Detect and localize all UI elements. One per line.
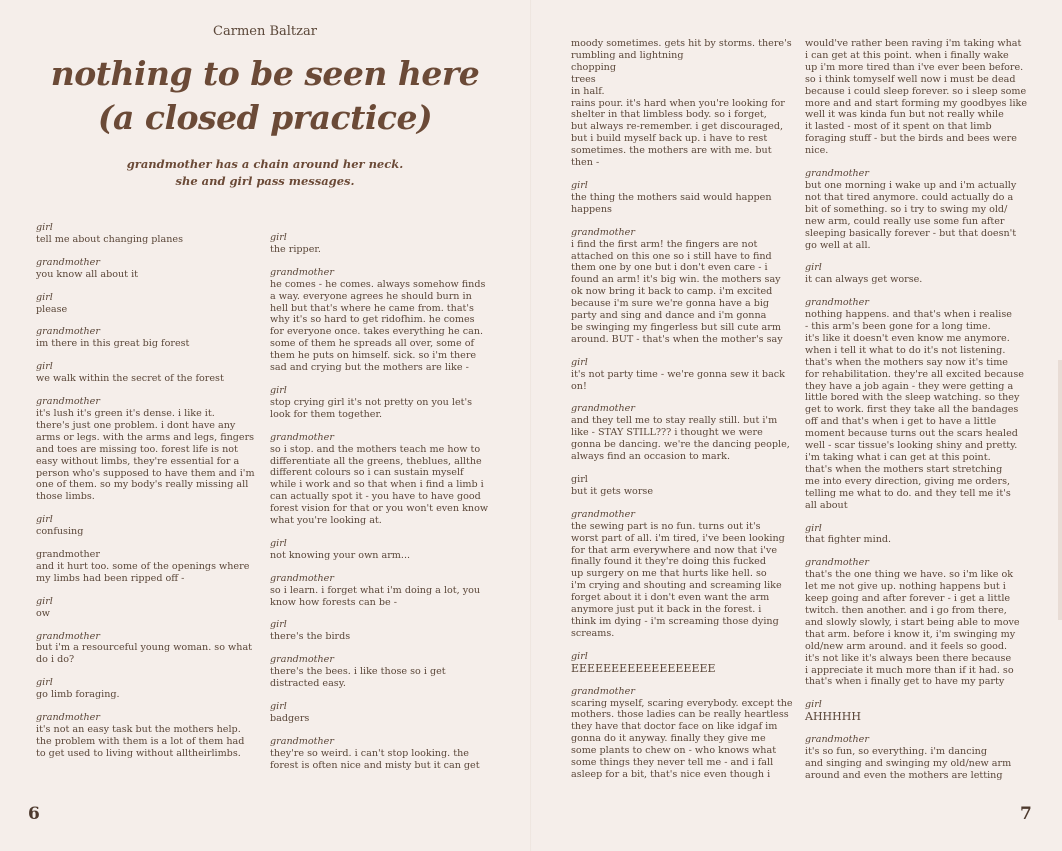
intro-line: she and girl pass messages. [175, 174, 355, 188]
speaker-label: girl [571, 474, 588, 485]
dialogue-line: those limbs. [36, 491, 95, 503]
dialogue-line: little bored with the sleep watching. so they [805, 392, 1020, 404]
speaker-label: girl [36, 514, 53, 526]
dialogue-line: trees [571, 73, 596, 85]
text-column-1 [36, 222, 268, 771]
dialogue-line: be swinging my fingerless but sill cute arm [571, 321, 781, 333]
dialogue-line: the thing the mothers said would happen [571, 191, 772, 203]
dialogue-entry [36, 631, 268, 667]
dialogue-line: do i do? [36, 654, 75, 666]
dialogue-entry [805, 699, 1035, 723]
dialogue-entry [571, 686, 797, 781]
dialogue-entry [36, 596, 268, 620]
dialogue-line: but i'm a resourceful young woman. so what [36, 642, 253, 654]
dialogue-line: forest vision for that or you won't even know [270, 503, 489, 515]
dialogue-line: stop crying girl it's not pretty on you let's [270, 396, 473, 408]
dialogue-line: the ripper. [270, 243, 321, 255]
speaker-label: girl [36, 677, 53, 689]
speaker-label: girl [805, 262, 822, 274]
speaker-label: girl [270, 537, 287, 549]
dialogue-line: gonna do it anyway. finally they give me [571, 733, 766, 745]
dialogue-line: let me not give up. nothing happens but i [805, 581, 1006, 593]
speaker-label: girl [270, 701, 287, 712]
dialogue-line: we walk within the secret of the forest [36, 373, 224, 385]
dialogue-line: and toes are missing too. forest life is not [36, 443, 238, 455]
dialogue-entry [270, 701, 498, 725]
dialogue-line: it's not like it's always been there because [805, 652, 1012, 664]
dialogue-entry [270, 385, 498, 421]
dialogue-entry [270, 736, 498, 772]
dialogue-entry [36, 549, 268, 585]
page-fold [530, 0, 532, 851]
dialogue-line: so i think tomyself well now i must be dead [805, 73, 1016, 85]
dialogue-line: so i stop. and the mothers teach me how to [270, 443, 481, 455]
dialogue-line: happens [571, 203, 612, 215]
dialogue-line: hell but that's where he came from. that's [270, 302, 474, 314]
dialogue-line: that's when i finally get to have my party [805, 676, 1005, 688]
speaker-label: grandmother [36, 326, 100, 338]
speaker-label: grandmother [571, 508, 635, 520]
dialogue-line: i'm crying and shouting and screaming like [571, 580, 782, 592]
dialogue-line: it's lush it's green it's dense. i like it. [36, 407, 215, 419]
dialogue-line: attached on this one so i still have to find [571, 250, 772, 262]
speaker-label: grandmother [805, 557, 869, 569]
speaker-label: grandmother [805, 734, 869, 746]
dialogue-line: keep going and after forever - i get a little [805, 593, 1011, 605]
speaker-label: grandmother [270, 654, 334, 666]
dialogue-line: ok now bring it back to camp. i'm excited [571, 286, 773, 298]
page-number-right: 7 [1020, 804, 1032, 824]
dialogue-entry [571, 651, 797, 675]
dialogue-line: up surgery on me that hurts like hell. so [571, 568, 767, 580]
dialogue-line: shelter in that limbless body. so i forget, [571, 109, 767, 121]
dialogue-entry [805, 297, 1035, 511]
dialogue-entry [36, 514, 268, 538]
dialogue-line: worst part of all. i'm tired, i've been looking [571, 532, 785, 544]
dialogue-line: can actually spot it - you have to have good [270, 491, 481, 503]
dialogue-line: i can get at this point. when i finally wake [805, 49, 1009, 61]
dialogue-line: but i build myself back up. i have to rest [571, 133, 768, 145]
dialogue-line: badgers [270, 712, 310, 724]
dialogue-line: them one by one but i don't even care - i [571, 262, 768, 274]
dialogue-line: it's not an easy task but the mothers help. [36, 724, 241, 735]
speaker-label: girl [36, 222, 53, 233]
dialogue-line: they're so weird. i can't stop looking. the [270, 747, 469, 759]
dialogue-line: would've rather been raving i'm taking what [805, 38, 1022, 49]
dialogue-entry [805, 38, 1035, 157]
dialogue-line: asleep for a bit, that's nice even though i [571, 768, 771, 780]
dialogue-line: look for them together. [270, 408, 383, 420]
dialogue-line: one of them. so my body's really missing all [36, 479, 249, 491]
dialogue-line: mothers. those ladies can be really heartless [571, 709, 789, 721]
dialogue-line: around and even the mothers are letting [805, 769, 1003, 781]
dialogue-entry [270, 232, 498, 256]
dialogue-entry [270, 538, 498, 562]
dialogue-entry [36, 396, 268, 503]
speaker-label: grandmother [270, 431, 334, 443]
dialogue-line: old/new arm around. and it feels so good. [805, 640, 1008, 652]
poem-title [40, 52, 490, 140]
dialogue-line: there's the bees. i like those so i get [270, 666, 446, 678]
speaker-label: grandmother [36, 630, 100, 642]
dialogue-line: arms or legs. with the arms and legs, fingers [36, 431, 255, 443]
dialogue-line: person who's supposed to have them and i'm [36, 467, 255, 479]
author-name: Carmen Baltzar [213, 24, 317, 39]
dialogue-line: more and and start forming my goodbyes like [805, 97, 1028, 109]
dialogue-line: screams. [571, 627, 615, 639]
dialogue-line: foraging stuff - but the birds and bees were [805, 133, 1017, 145]
dialogue-line: it can always get worse. [805, 274, 923, 286]
dialogue-line: differentiate all the greens, theblues, allthe [270, 455, 482, 467]
dialogue-line: then - [571, 157, 600, 169]
dialogue-line: well - scar tissue's looking shiny and pretty. [805, 440, 1018, 452]
dialogue-line: finally found it they're doing this fucked [571, 556, 766, 568]
intro-text [80, 156, 450, 190]
dialogue-entry [270, 267, 498, 374]
speaker-label: grandmother [36, 712, 100, 724]
dialogue-line: different colours so i can sustain myself [270, 467, 464, 479]
dialogue-line: some things they never tell me - and i fall [571, 757, 774, 769]
dialogue-line: he comes - he comes. always somehow finds [270, 278, 486, 290]
dialogue-entry [571, 509, 797, 640]
dialogue-line: it's so fun, so everything. i'm dancing [805, 746, 987, 758]
speaker-label: grandmother [571, 685, 635, 697]
dialogue-entry [805, 734, 1035, 782]
speaker-label: grandmother [571, 226, 635, 238]
dialogue-line: when i tell it what to do it's not listening. [805, 344, 1006, 356]
dialogue-line: for everyone once. takes everything he can. [270, 326, 484, 338]
dialogue-line: it's not party time - we're gonna sew it back [571, 368, 785, 380]
dialogue-line: sad and crying but the mothers are like - [270, 362, 469, 374]
speaker-label: girl [36, 361, 53, 373]
dialogue-entry [270, 432, 498, 527]
intro-line: grandmother has a chain around her neck. [126, 157, 404, 171]
dialogue-line: but always re-remember. i get discouraged, [571, 121, 784, 133]
dialogue-line: that fighter mind. [805, 534, 892, 546]
dialogue-line: you know all about it [36, 268, 139, 280]
dialogue-line: moody sometimes. gets hit by storms. there's [571, 38, 792, 49]
dialogue-line: rumbling and lightning [571, 49, 684, 61]
dialogue-entry [805, 557, 1035, 688]
dialogue-line: twitch. then another. and i go from there, [805, 604, 1007, 616]
dialogue-line: because i could sleep forever. so i sleep some [805, 85, 1027, 97]
dialogue-line: the sewing part is no fun. turns out it's [571, 520, 761, 532]
dialogue-entry [571, 227, 797, 346]
dialogue-line: so i learn. i forget what i'm doing a lot, you [270, 584, 481, 596]
speaker-label: grandmother [805, 297, 869, 309]
dialogue-line: go well at all. [805, 239, 871, 251]
dialogue-entry [36, 257, 268, 281]
text-column-3 [571, 38, 797, 792]
dialogue-line: not that tired anymore. could actually do a [805, 191, 1014, 203]
dialogue-line: they have a job again - they were getting a [805, 380, 1014, 392]
text-column-4 [805, 38, 1035, 793]
dialogue-line: scaring myself, scaring everybody. except the [571, 697, 793, 709]
speaker-label: grandmother [805, 168, 869, 180]
dialogue-line: that's when the mothers say now it's time [805, 356, 1008, 368]
dialogue-line: sleeping basically forever - but that doesn't [805, 227, 1017, 239]
dialogue-line: why it's so hard to get ridofhim. he comes [270, 314, 475, 326]
dialogue-entry [571, 180, 797, 216]
dialogue-line: easy without limbs, they're essential for a [36, 455, 240, 467]
dialogue-line: go limb foraging. [36, 689, 120, 701]
page-number-left: 6 [28, 804, 40, 824]
speaker-label: grandmother [270, 572, 334, 584]
dialogue-entry [571, 403, 797, 463]
speaker-label: girl [270, 384, 287, 396]
dialogue-entry [805, 523, 1035, 547]
title-line: nothing to be seen here [50, 54, 480, 93]
dialogue-line: know how forests can be - [270, 596, 398, 608]
dialogue-line: they have that doctor face on like idgaf im [571, 721, 778, 733]
dialogue-line: not knowing your own arm... [270, 549, 411, 561]
dialogue-line: EEEEEEEEEEEEEEEEEE [571, 661, 716, 675]
dialogue-line: confusing [36, 526, 84, 538]
dialogue-line: because i'm sure we're gonna have a big [571, 298, 770, 310]
text-column-2 [270, 232, 498, 783]
dialogue-line: - this arm's been gone for a long time. [805, 321, 991, 333]
dialogue-line: that's when the mothers start stretching [805, 463, 1003, 475]
dialogue-line: off and that's when i get to have a little [805, 416, 997, 428]
dialogue-line: new arm, could really use some fun after [805, 215, 1005, 227]
dialogue-entry [571, 357, 797, 393]
dialogue-line: i'm taking what i can get at this point. [805, 452, 991, 463]
dialogue-line: me into every direction, giving me orders, [805, 475, 1011, 487]
dialogue-entry [36, 222, 268, 246]
speaker-label: grandmother [270, 266, 334, 278]
speaker-label: girl [571, 356, 588, 368]
dialogue-line: all about [805, 499, 848, 511]
dialogue-line: and they tell me to stay really still. but i'm [571, 415, 778, 427]
dialogue-line: on! [571, 380, 587, 392]
dialogue-entry [571, 474, 797, 498]
dialogue-line: well it was kinda fun but not really while [805, 109, 1004, 121]
dialogue-entry [36, 326, 268, 350]
dialogue-line: to get used to living without alltheirlimbs. [36, 747, 241, 759]
speaker-label: girl [270, 619, 287, 631]
dialogue-line: but it gets worse [571, 485, 654, 497]
dialogue-line: nothing happens. and that's when i realise [805, 309, 1012, 321]
page-edge [1058, 360, 1062, 620]
dialogue-line: im there in this great big forest [36, 338, 190, 350]
dialogue-line: like - STAY STILL??? i thought we were [571, 427, 763, 439]
dialogue-line: i find the first arm! the fingers are not [571, 238, 758, 250]
dialogue-line: that's the one thing we have. so i'm like ok [805, 569, 1014, 581]
speaker-label: grandmother [270, 735, 334, 747]
dialogue-line: and slowly slowly, i start being able to move [805, 616, 1020, 628]
dialogue-line: it lasted - most of it spent on that limb [805, 121, 992, 133]
dialogue-line: found an arm! it's big win. the mothers say [571, 274, 781, 286]
dialogue-line: around. BUT - that's when the mother's say [571, 333, 783, 345]
dialogue-line: i appreciate it much more than if it had. so [805, 664, 1014, 676]
dialogue-line: them he puts on himself. sick. so i'm there [270, 350, 477, 362]
dialogue-line: telling me what to do. and they tell me it's [805, 487, 1011, 499]
dialogue-entry [270, 619, 498, 643]
speaker-label: girl [805, 699, 822, 711]
dialogue-line: forest is often nice and misty but it can get [270, 759, 480, 771]
speaker-label: girl [571, 650, 588, 662]
dialogue-entry [36, 677, 268, 701]
speaker-label: grandmother [36, 549, 100, 561]
dialogue-line: get to work. first they take all the bandages [805, 404, 1019, 416]
dialogue-line: party and sing and dance and i'm gonna [571, 310, 767, 322]
dialogue-line: distracted easy. [270, 678, 346, 690]
dialogue-line: bit of something. so i try to swing my old/ [805, 203, 1008, 215]
dialogue-entry [270, 573, 498, 609]
dialogue-line: there's the birds [270, 631, 351, 643]
speaker-label: girl [805, 522, 822, 534]
dialogue-line: moment because turns out the scars healed [805, 428, 1018, 440]
dialogue-line: tell me about changing planes [36, 233, 184, 245]
dialogue-line: for rehabilitation. they're all excited because [805, 368, 1024, 380]
dialogue-entry [270, 654, 498, 690]
dialogue-line: please [36, 303, 68, 315]
speaker-label: girl [270, 232, 287, 243]
speaker-label: girl [36, 595, 53, 607]
dialogue-entry [36, 712, 268, 760]
speaker-label: grandmother [36, 396, 100, 408]
speaker-label: grandmother [36, 256, 100, 268]
title-line: (a closed practice) [97, 98, 433, 137]
dialogue-line: for that arm everywhere and now that i've [571, 544, 778, 556]
dialogue-line: the problem with them is a lot of them had [36, 735, 245, 747]
dialogue-line: gonna be dancing. we're the dancing people, [571, 439, 790, 451]
dialogue-line: there's just one problem. i dont have any [36, 419, 236, 431]
dialogue-line: some plants to chew on - who knows what [571, 745, 777, 757]
speaker-label: girl [36, 291, 53, 303]
dialogue-line: anymore just put it back in the forest. i [571, 604, 762, 616]
dialogue-line: in half. [571, 85, 605, 97]
dialogue-line: my limbs had been ripped off - [36, 572, 185, 584]
dialogue-line: and it hurt too. some of the openings where [36, 560, 250, 572]
speaker-label: girl [571, 179, 588, 191]
dialogue-entry [805, 262, 1035, 286]
dialogue-line: some of them he spreads all over, some of [270, 338, 475, 350]
dialogue-line: rains pour. it's hard when you're looking for [571, 97, 785, 109]
dialogue-line: sometimes. the mothers are with me. but [571, 145, 772, 157]
dialogue-line: but one morning i wake up and i'm actually [805, 179, 1017, 191]
dialogue-line: nice. [805, 145, 829, 157]
dialogue-line: and singing and swinging my old/new arm [805, 757, 1012, 769]
dialogue-line: up i'm more tired than i've ever been before. [805, 61, 1024, 73]
dialogue-line: it's like it doesn't even know me anymore. [805, 332, 1010, 344]
dialogue-line: that arm. before i know it, i'm swinging my [805, 628, 1016, 640]
speaker-label: grandmother [571, 403, 635, 415]
dialogue-line: what you're looking at. [270, 515, 382, 527]
dialogue-entry [805, 168, 1035, 251]
dialogue-line: ow [36, 607, 50, 619]
dialogue-line: think im dying - i'm screaming those dying [571, 615, 779, 627]
dialogue-line: while i work and so that when i find a limb i [270, 479, 484, 491]
dialogue-line: forget about it i don't even want the arm [571, 592, 770, 604]
dialogue-entry [36, 292, 268, 316]
dialogue-line: AHHHHH [805, 710, 861, 724]
dialogue-entry [36, 361, 268, 385]
dialogue-line: chopping [571, 61, 616, 73]
dialogue-line: always find an occasion to mark. [571, 451, 731, 463]
dialogue-entry [571, 38, 797, 169]
dialogue-line: a way. everyone agrees he should burn in [270, 290, 472, 302]
